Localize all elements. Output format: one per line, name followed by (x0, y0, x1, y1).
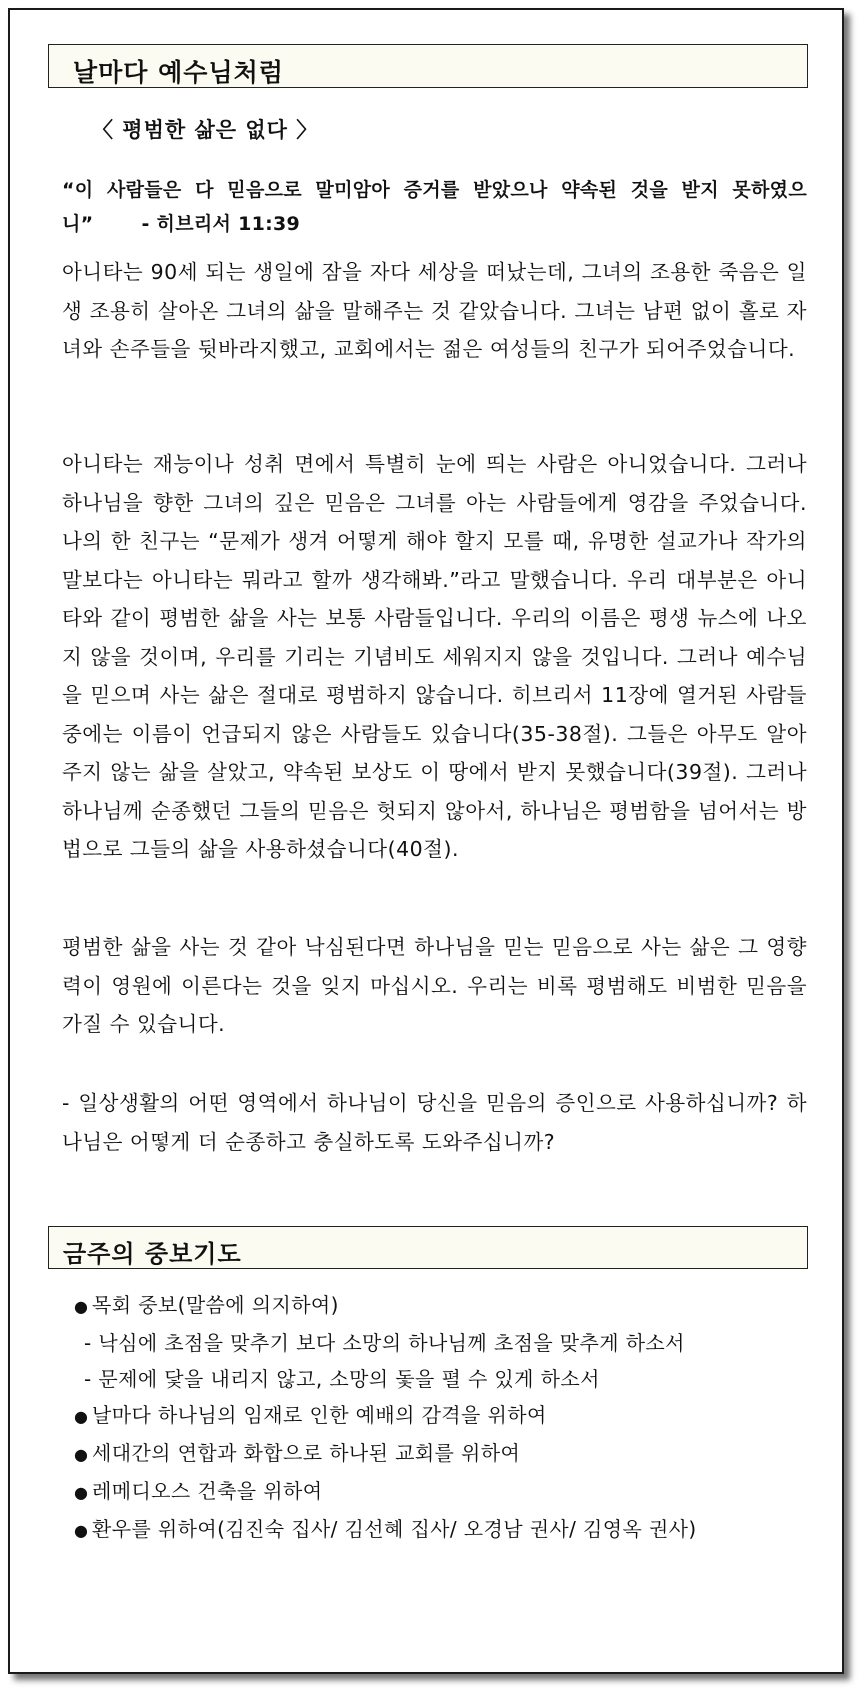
prayer-list (62, 1287, 822, 1549)
verse-reference: - 히브리서 11:39 (141, 213, 301, 235)
prayer-item (62, 1287, 822, 1325)
reflection-question: - 일상생활의 어떤 영역에서 하나님이 당신을 믿음의 증인으로 사용하십니까? 하나님은 어떻게 더 순종하고 충실하도록 도와주십니까? (62, 1091, 807, 1154)
prayer-item-text: 목회 중보(말씀에 의지하여) (92, 1293, 339, 1317)
bullet-icon: ● (74, 1483, 89, 1502)
prayer-item-text: 환우를 위하여(김진숙 집사/ 김선혜 집사/ 오경남 권사/ 김영옥 권사) (92, 1517, 697, 1541)
prayer-item-text: 세대간의 연합과 화합으로 하나된 교회를 위하여 (92, 1441, 521, 1465)
bullet-icon: ● (74, 1521, 89, 1540)
bullet-icon: ● (74, 1407, 89, 1426)
prayer-item (62, 1435, 822, 1473)
verse-text: “이 사람들은 다 믿음으로 말미암아 증거를 받았으나 약속된 것을 받지 못하였으니” (62, 179, 807, 235)
paragraph-2: 아니타는 재능이나 성취 면에서 특별히 눈에 띄는 사람은 아니었습니다. 그러나 하나님을 향한 그녀의 깊은 믿음은 그녀를 아는 사람들에게 영감을 주었습니다. 나의 한 친구는 “문제가 생겨 어떻게 해야 할지 모를 때, 유명한 설교가나 작가의 말보다는 아니타는 뭐라고 할까 생각해봐.”라고 말했습니다. 우리 대부분은 아니타와 같이 평범한 삶을 사는 보통 사람들입니다. 우리의 이름은 평생 뉴스에 나오지 않을 것이며, 우리를 기리는 기념비도 세워지지 않을 것입니다. 그러나 예수님을 믿으며 사는 삶은 절대로 평범하지 않습니다. 히브리서 11장에 열거된 사람들 중에는 이름이 언급되지 않은 사람들도 있습니다(35-38절). 그들은 아무도 알아주지 않는 삶을 살았고, 약속된 보상도 이 땅에서 받지 못했습니다(39절). 그러나 하나님께 순종했던 그들의 믿음은 헛되지 않아서, 하나님은 평범함을 넘어서는 방법으로 그들의 삶을 사용하셨습니다(40절). (62, 452, 807, 861)
prayer-subitem (62, 1325, 822, 1361)
bulletin-page (8, 8, 844, 1674)
prayer-section-header (48, 1226, 808, 1269)
prayer-item-text: 레메디오스 건축을 위하여 (92, 1479, 323, 1503)
bullet-icon: ● (74, 1445, 89, 1464)
prayer-item (62, 1511, 822, 1549)
prayer-item-text: - 문제에 닻을 내리지 않고, 소망의 돛을 펼 수 있게 하소서 (84, 1367, 600, 1391)
devotion-title: 날마다 예수님처럼 (73, 58, 284, 87)
bullet-icon: ● (74, 1297, 89, 1316)
scripture-verse (62, 173, 807, 241)
prayer-subitem (62, 1361, 822, 1397)
devotion-header (48, 44, 808, 88)
prayer-item (62, 1397, 822, 1435)
devotion-subtitle: 〈 평범한 삶은 없다 〉 (92, 118, 319, 142)
prayer-section-title: 금주의 중보기도 (63, 1240, 242, 1268)
prayer-item (62, 1473, 822, 1511)
prayer-item-text: 날마다 하나님의 임재로 인한 예배의 감격을 위하여 (92, 1403, 547, 1427)
prayer-item-text: - 낙심에 초점을 맞추기 보다 소망의 하나님께 초점을 맞추게 하소서 (84, 1331, 685, 1355)
paragraph-1: 아니타는 90세 되는 생일에 잠을 자다 세상을 떠났는데, 그녀의 조용한 죽음은 일생 조용히 살아온 그녀의 삶을 말해주는 것 같았습니다. 그녀는 남편 없이 홀로 자녀와 손주들을 뒷바라지했고, 교회에서는 젊은 여성들의 친구가 되어주었습니다. (62, 260, 807, 361)
paragraph-3: 평범한 삶을 사는 것 같아 낙심된다면 하나님을 믿는 믿음으로 사는 삶은 그 영향력이 영원에 이른다는 것을 잊지 마십시오. 우리는 비록 평범해도 비범한 믿음을 가질 수 있습니다. (62, 935, 807, 1036)
